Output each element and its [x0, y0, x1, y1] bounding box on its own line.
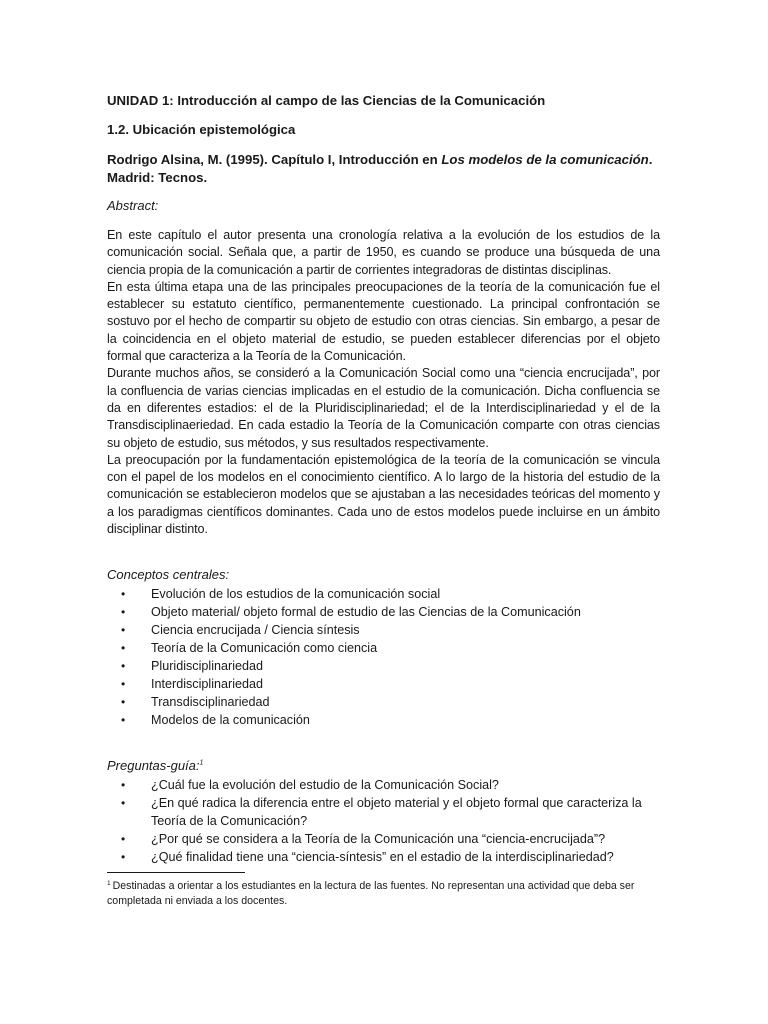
bullet-icon: •: [121, 796, 126, 811]
list-item: [107, 639, 660, 657]
bullet-icon: •: [121, 695, 126, 710]
citation-suffix: . Madrid: Tecnos.: [107, 152, 653, 185]
questions-label: [107, 757, 660, 775]
question-text: ¿Cuál fue la evolución del estudio de la Comunicación Social?: [151, 778, 499, 793]
unit-title: UNIDAD 1: Introducción al campo de las Ciencias de la Comunicación: [107, 93, 546, 108]
bullet-icon: •: [121, 850, 126, 865]
footnote-divider: [107, 872, 245, 873]
concept-text: Modelos de la comunicación: [151, 713, 310, 728]
concept-text: Pluridisciplinariedad: [151, 659, 264, 674]
list-item: [107, 794, 660, 830]
list-item: [107, 675, 660, 693]
section-title: 1.2. Ubicación epistemológica: [107, 122, 296, 137]
document-page: [107, 92, 660, 909]
citation-book-title: Los modelos de la comunicación: [441, 152, 649, 167]
questions-list: [107, 776, 660, 866]
concept-text: Teoría de la Comunicación como ciencia: [151, 641, 378, 656]
concept-text: Evolución de los estudios de la comunicación social: [151, 587, 441, 602]
concept-text: Transdisciplinariedad: [151, 695, 270, 710]
footnote: [107, 879, 660, 909]
concept-text: Ciencia encrucijada / Ciencia síntesis: [151, 623, 360, 638]
list-item: [107, 711, 660, 729]
abstract-paragraph: En este capítulo el autor presenta una cronología relativa a la evolución de los estudios de la comunicación social. Señala que, a partir de 1950, es cuando se produce una búsqueda de una ciencia propia de la comunicación a partir de corrientes integradoras de distintas disciplinas.: [107, 228, 660, 277]
citation-prefix: Rodrigo Alsina, M. (1995). Capítulo I, Introducción en: [107, 152, 442, 167]
abstract-body: [107, 227, 660, 538]
abstract-label: Abstract:: [107, 198, 159, 213]
bullet-icon: •: [121, 605, 126, 620]
list-item: [107, 776, 660, 794]
question-text: ¿En qué radica la diferencia entre el objeto material y el objeto formal que caracteriza la Teoría de la Comunicación?: [151, 796, 642, 829]
concept-text: Interdisciplinariedad: [151, 677, 264, 692]
list-item: [107, 657, 660, 675]
question-text: ¿Por qué se considera a la Teoría de la Comunicación una “ciencia-encrucijada”?: [151, 832, 606, 847]
citation: [107, 151, 660, 187]
list-item: [107, 693, 660, 711]
footnote-marker: 1: [107, 879, 111, 887]
list-item: [107, 603, 660, 621]
footnote-reference[interactable]: 1: [199, 760, 204, 768]
bullet-icon: •: [121, 677, 126, 692]
bullet-icon: •: [121, 713, 126, 728]
concept-text: Objeto material/ objeto formal de estudio de las Ciencias de la Comunicación: [151, 605, 581, 620]
abstract-paragraph: La preocupación por la fundamentación epistemológica de la teoría de la comunicación se vincula con el papel de los modelos en el conocimiento científico. A lo largo de la historia del estudio de la comunicación se establecieron modelos que se ajustaban a las necesidades teóricas del momento y a los paradigmas científicos dominantes. Cada uno de estos modelos puede incluirse en un ámbito disciplinar distinto.: [107, 452, 660, 537]
list-item: [107, 830, 660, 848]
abstract-paragraph: En esta última etapa una de las principales preocupaciones de la teoría de la comunicación fue el establecer su estatuto científico, permanentemente cuestionado. La principal confrontación se sostuvo por el hecho de compartir su objeto de estudio con otras ciencias. Sin embargo, a pesar de la coincidencia en el objeto material de estudio, se pueden establecer diferencias por el objeto formal que caracteriza a la Teoría de la Comunicación.: [107, 279, 660, 364]
bullet-icon: •: [121, 832, 126, 847]
list-item: [107, 621, 660, 639]
bullet-icon: •: [121, 641, 126, 656]
bullet-icon: •: [121, 778, 126, 793]
bullet-icon: •: [121, 659, 126, 674]
abstract-paragraph: Durante muchos años, se consideró a la Comunicación Social como una “ciencia encrucijada”, por la confluencia de varias ciencias implicadas en el estudio de la comunicación. Dicha confluencia se da en diferentes estadios: el de la Pluridisciplinariedad; el de la Interdisciplinariedad y el de la Transdisciplinaeriedad. En cada estadio la Teoría de la Comunicación comparte con otras ciencias su objeto de estudio, sus métodos, y sus resultados respectivamente.: [107, 366, 660, 450]
list-item: [107, 585, 660, 603]
concepts-list: [107, 585, 660, 729]
concepts-label: Conceptos centrales:: [107, 567, 230, 583]
bullet-icon: •: [121, 623, 126, 638]
question-text: ¿Qué finalidad tiene una “ciencia-síntesis” en el estadio de la interdisciplinariedad?: [151, 850, 614, 865]
list-item: [107, 848, 660, 866]
bullet-icon: •: [121, 587, 126, 602]
footnote-text: Destinadas a orientar a los estudiantes en la lectura de las fuentes. No representan una actividad que deba ser completada ni enviada a los docentes.: [107, 880, 635, 908]
questions-label-text: Preguntas-guía:: [107, 758, 200, 774]
